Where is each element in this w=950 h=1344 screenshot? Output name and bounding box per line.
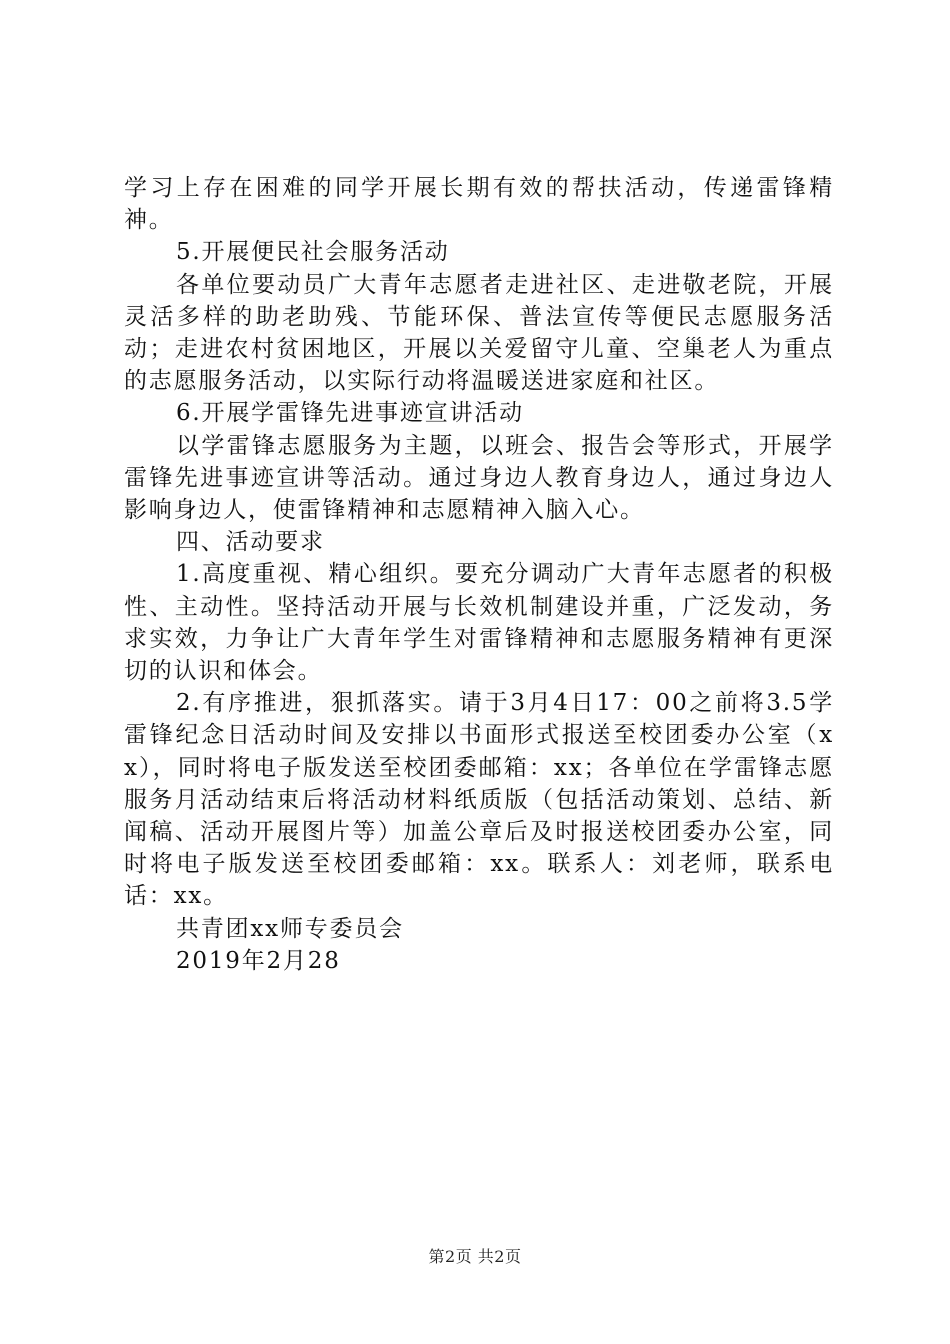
section-heading-5: 5.开展便民社会服务活动 [176,239,450,266]
page-footer: 第2页 共2页 [428,1247,522,1266]
paragraph-continuation: 学习上存在困难的同学开展长期有效的帮扶活动，传递雷锋精神。 [124,175,834,234]
signature-organization: 共青团xx师专委员会 [176,915,404,942]
section-heading-6: 6.开展学雷锋先进事迹宣讲活动 [176,400,524,427]
paragraph-lecture-activity: 以学雷锋志愿服务为主题，以班会、报告会等形式，开展学雷锋先进事迹宣讲等活动。通过身边人教育身边人，通过身边人影响身边人，使雷锋精神和志愿精神入脑入心。 [124,432,834,524]
paragraph-requirement-1: 1.高度重视、精心组织。要充分调动广大青年志愿者的积极性、主动性。坚持活动开展与长效机制建设并重，广泛发动，务求实效，力争让广大青年学生对雷锋精神和志愿服务精神有更深切的认识和体会。 [124,561,834,685]
signature-date: 2019年2月28 [176,947,341,974]
paragraph-community-service: 各单位要动员广大青年志愿者走进社区、走进敬老院，开展灵活多样的助老助残、节能环保、普法宣传等便民志愿服务活动；走进农村贫困地区，开展以关爱留守儿童、空巢老人为重点的志愿服务活动，以实际行动将温暖送进家庭和社区。 [124,271,834,395]
document-body [124,172,834,977]
paragraph-requirement-2: 2.有序推进，狠抓落实。请于3月4日17：00之前将3.5学雷锋纪念日活动时间及安排以书面形式报送至校团委办公室（xx），同时将电子版发送至校团委邮箱：xx；各单位在学雷锋志愿服务月活动结束后将活动材料纸质版（包括活动策划、总结、新闻稿、活动开展图片等）加盖公章后及时报送校团委办公室，同时将电子版发送至校团委邮箱：xx。联系人：刘老师，联系电话：xx。 [124,690,834,910]
section-heading-requirements: 四、活动要求 [176,529,325,556]
